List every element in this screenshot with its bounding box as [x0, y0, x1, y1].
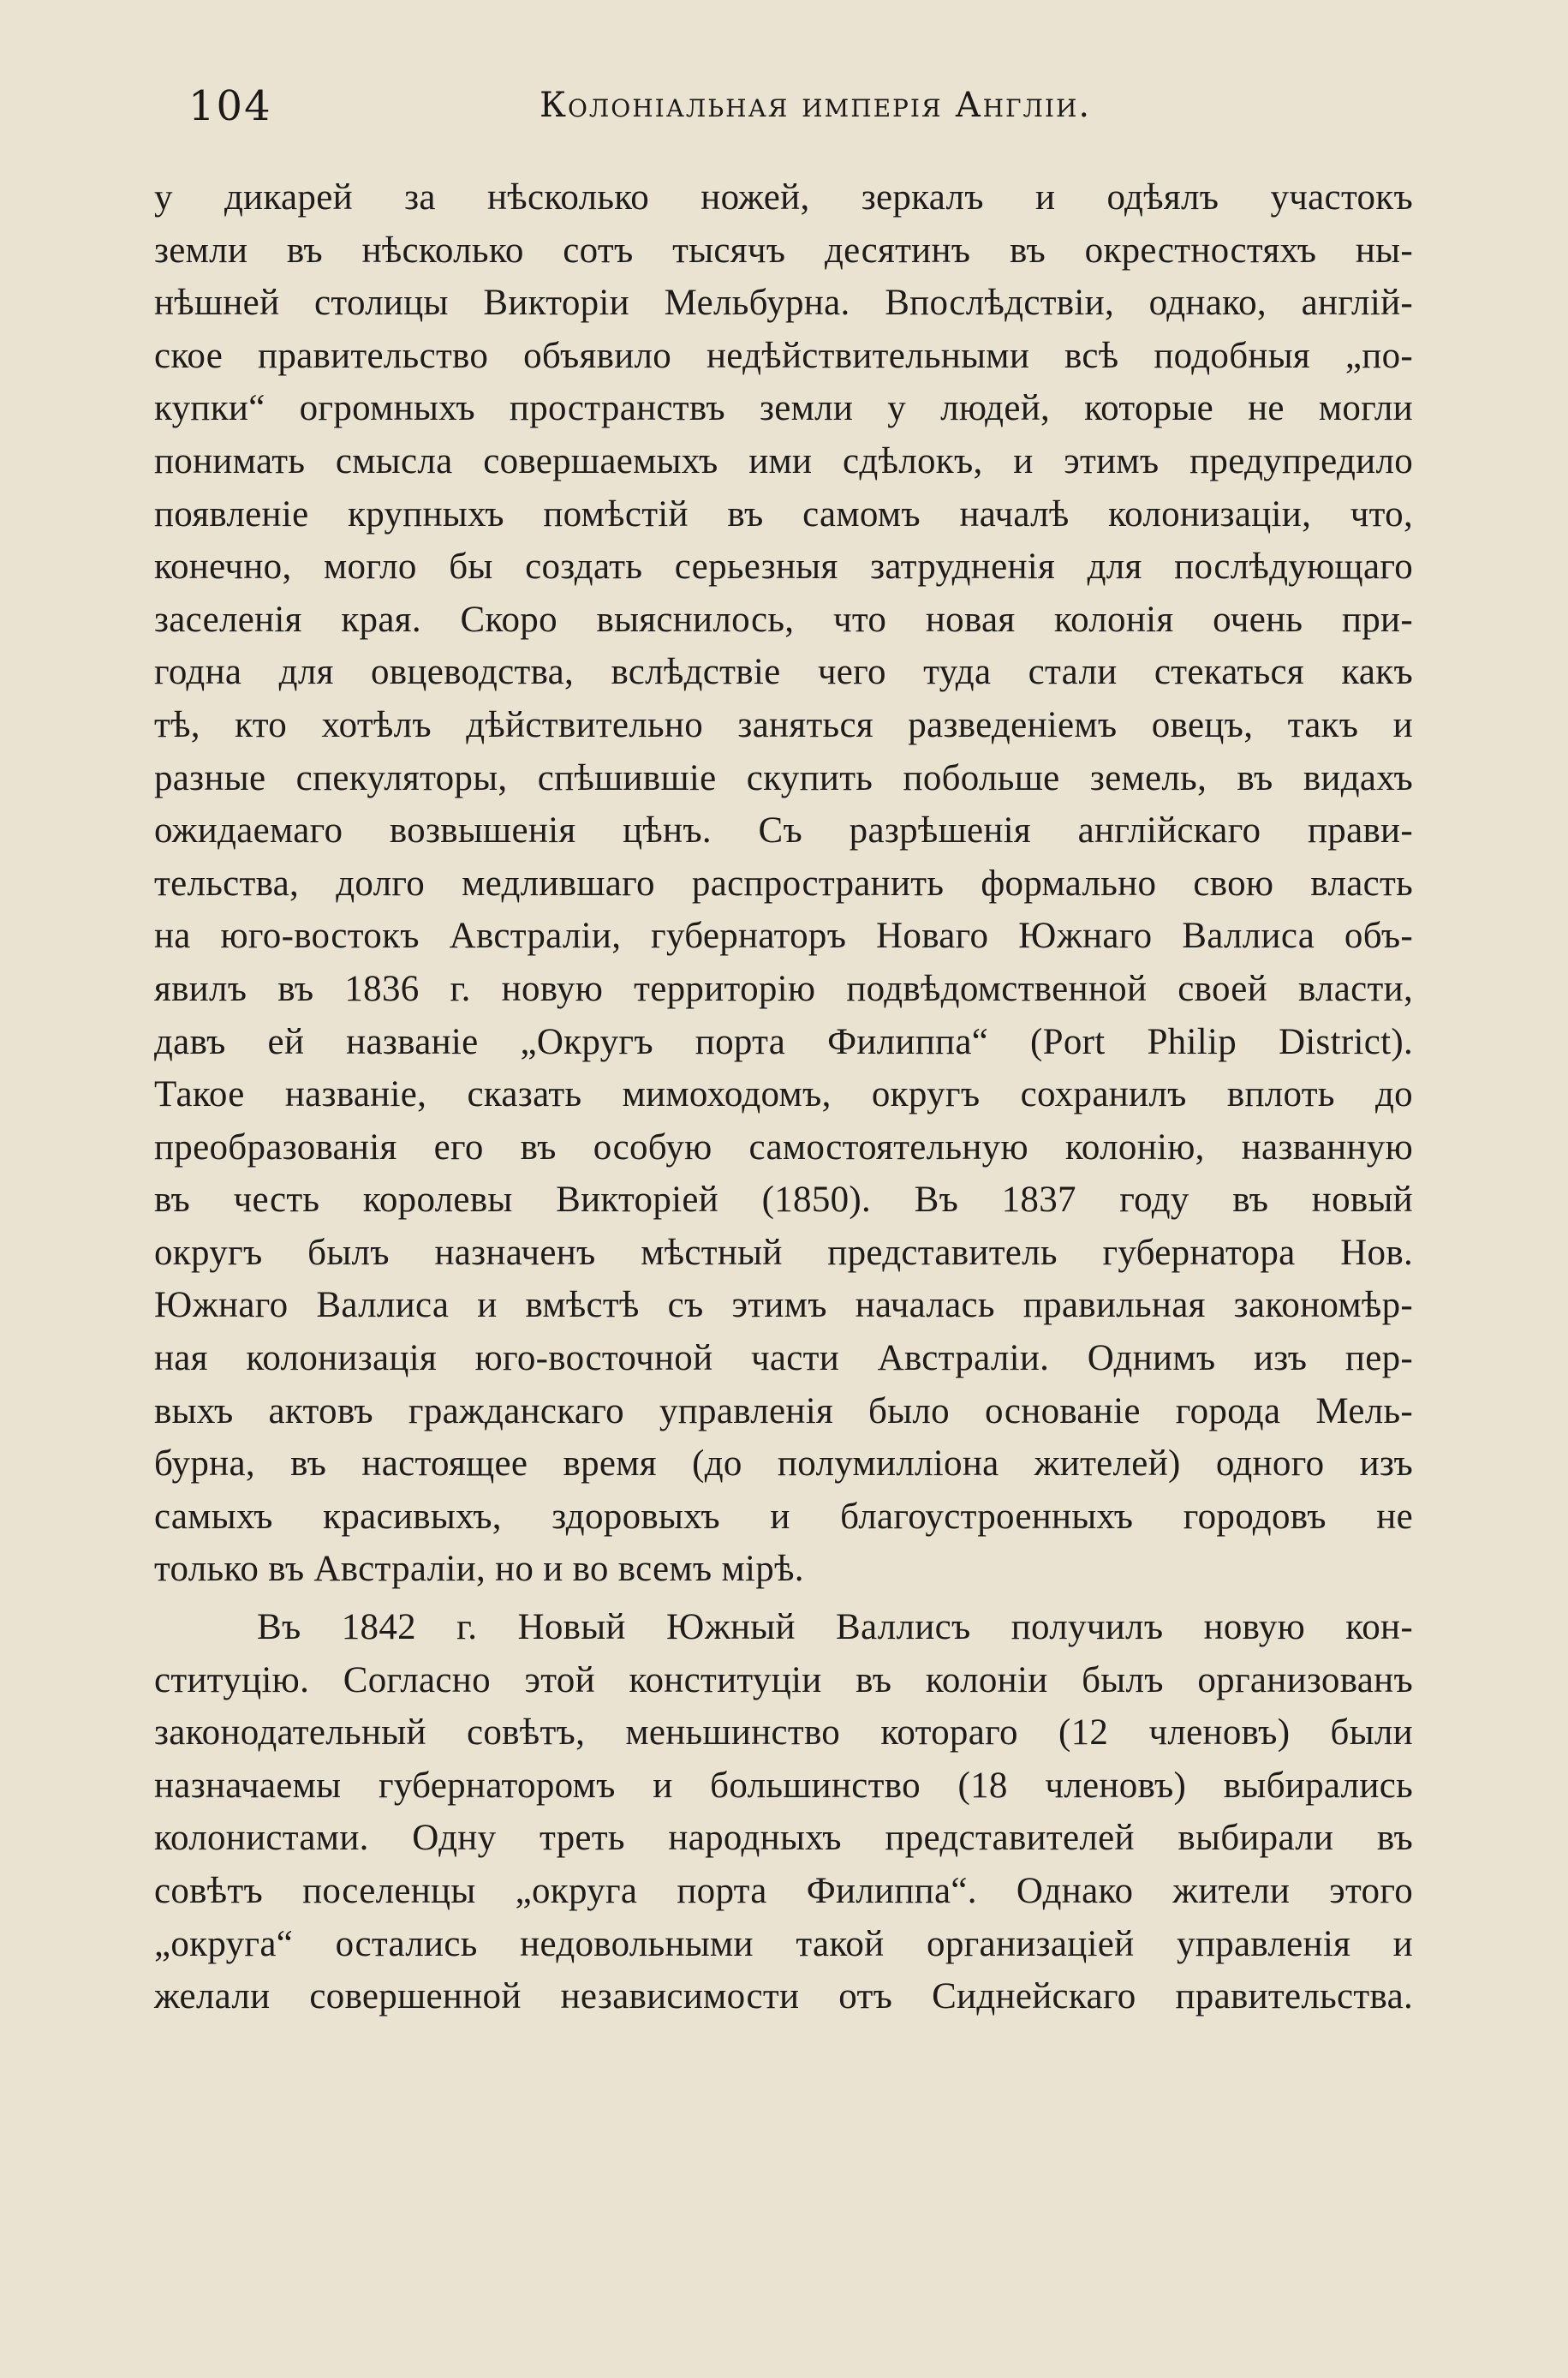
text-line: разные спекуляторы, спѣшившіе скупить побольше земель, въ видахъ — [154, 757, 1413, 798]
text-line: Въ 1842 г. Новый Южный Валлисъ получилъ новую кон- — [257, 1607, 1413, 1648]
text-line: ожидаемаго возвышенія цѣнъ. Съ разрѣшенія англійскаго прави- — [154, 810, 1413, 851]
text-line: давъ ей названіе „Округъ порта Филиппа“ (Port Philip District). — [154, 1021, 1413, 1062]
text-line: заселенія края. Скоро выяснилось, что новая колонія очень при- — [154, 599, 1413, 640]
text-line: ституцію. Согласно этой конституціи въ колоніи былъ организованъ — [154, 1659, 1413, 1700]
text-line: ная колонизація юго-восточной части Австраліи. Однимъ изъ пер- — [154, 1338, 1413, 1379]
text-line: колонистами. Одну треть народныхъ представителей выбирали въ — [154, 1818, 1413, 1859]
text-line: у дикарей за нѣсколько ножей, зеркалъ и одѣялъ участокъ — [154, 177, 1413, 218]
text-line: въ честь королевы Викторіей (1850). Въ 1837 году въ новый — [154, 1180, 1413, 1221]
text-line: появленіе крупныхъ помѣстій въ самомъ началѣ колонизаціи, что, — [154, 493, 1413, 535]
text-line: на юго-востокъ Австраліи, губернаторъ Новаго Южнаго Валлиса объ- — [154, 916, 1413, 957]
text-line: преобразованія его въ особую самостоятельную колонію, названную — [154, 1126, 1413, 1168]
text-line: „округа“ остались недовольными такой организаціей управленія и — [154, 1923, 1413, 1964]
text-line: конечно, могло бы создать серьезныя затрудненія для послѣдующаго — [154, 547, 1413, 588]
running-head: Колоніальная имперія Англіи. — [540, 86, 1092, 125]
text-line: годна для овцеводства, вслѣдствіе чего туда стали стекаться какъ — [154, 652, 1413, 693]
page-header — [188, 75, 1422, 144]
text-line: купки“ огромныхъ пространствъ земли у людей, которые не могли — [154, 388, 1413, 429]
text-line: тѣ, кто хотѣлъ дѣйствительно заняться разведеніемъ овецъ, такъ и — [154, 704, 1413, 745]
text-line: только въ Австраліи, но и во всемъ мірѣ. — [154, 1549, 804, 1590]
text-line: округъ былъ назначенъ мѣстный представитель губернатора Нов. — [154, 1232, 1413, 1273]
text-line: выхъ актовъ гражданскаго управленія было основаніе города Мель- — [154, 1390, 1413, 1431]
text-line: тельства, долго медлившаго распространить формально свою власть — [154, 863, 1413, 904]
text-line: совѣтъ поселенцы „округа порта Филиппа“. Однако жители этого — [154, 1871, 1413, 1911]
text-line: ское правительство объявило недѣйствительными всѣ подобныя „по- — [154, 335, 1413, 376]
text-line: земли въ нѣсколько сотъ тысячъ десятинъ въ окрестностяхъ ны- — [154, 230, 1413, 271]
text-line: понимать смысла совершаемыхъ ими сдѣлокъ, и этимъ предупредило — [154, 440, 1413, 481]
text-line: бурна, въ настоящее время (до полумилліона жителей) одного изъ — [154, 1443, 1413, 1485]
text-line: нѣшней столицы Викторіи Мельбурна. Впослѣдствіи, однако, англій- — [154, 283, 1413, 324]
text-line: самыхъ красивыхъ, здоровыхъ и благоустроенныхъ городовъ не — [154, 1496, 1413, 1537]
text-line: Южнаго Валлиса и вмѣстѣ съ этимъ началась правильная закономѣр- — [154, 1285, 1413, 1326]
paragraph-2 — [154, 1601, 1413, 2023]
text-line: законодательный совѣтъ, меньшинство котораго (12 членовъ) были — [154, 1712, 1413, 1754]
text-line: назначаемы губернаторомъ и большинство (18 членовъ) выбирались — [154, 1765, 1413, 1806]
paragraph-1 — [154, 171, 1413, 1596]
text-line: желали совершенной независимости отъ Сиднейскаго правительства. — [154, 1976, 1413, 2017]
text-line: Такое названіе, сказать мимоходомъ, округъ сохранилъ вплоть до — [154, 1074, 1413, 1115]
body-text — [154, 171, 1413, 2023]
text-line: явилъ въ 1836 г. новую территорію подвѣдомственной своей власти, — [154, 968, 1413, 1009]
page-number: 104 — [188, 82, 272, 130]
